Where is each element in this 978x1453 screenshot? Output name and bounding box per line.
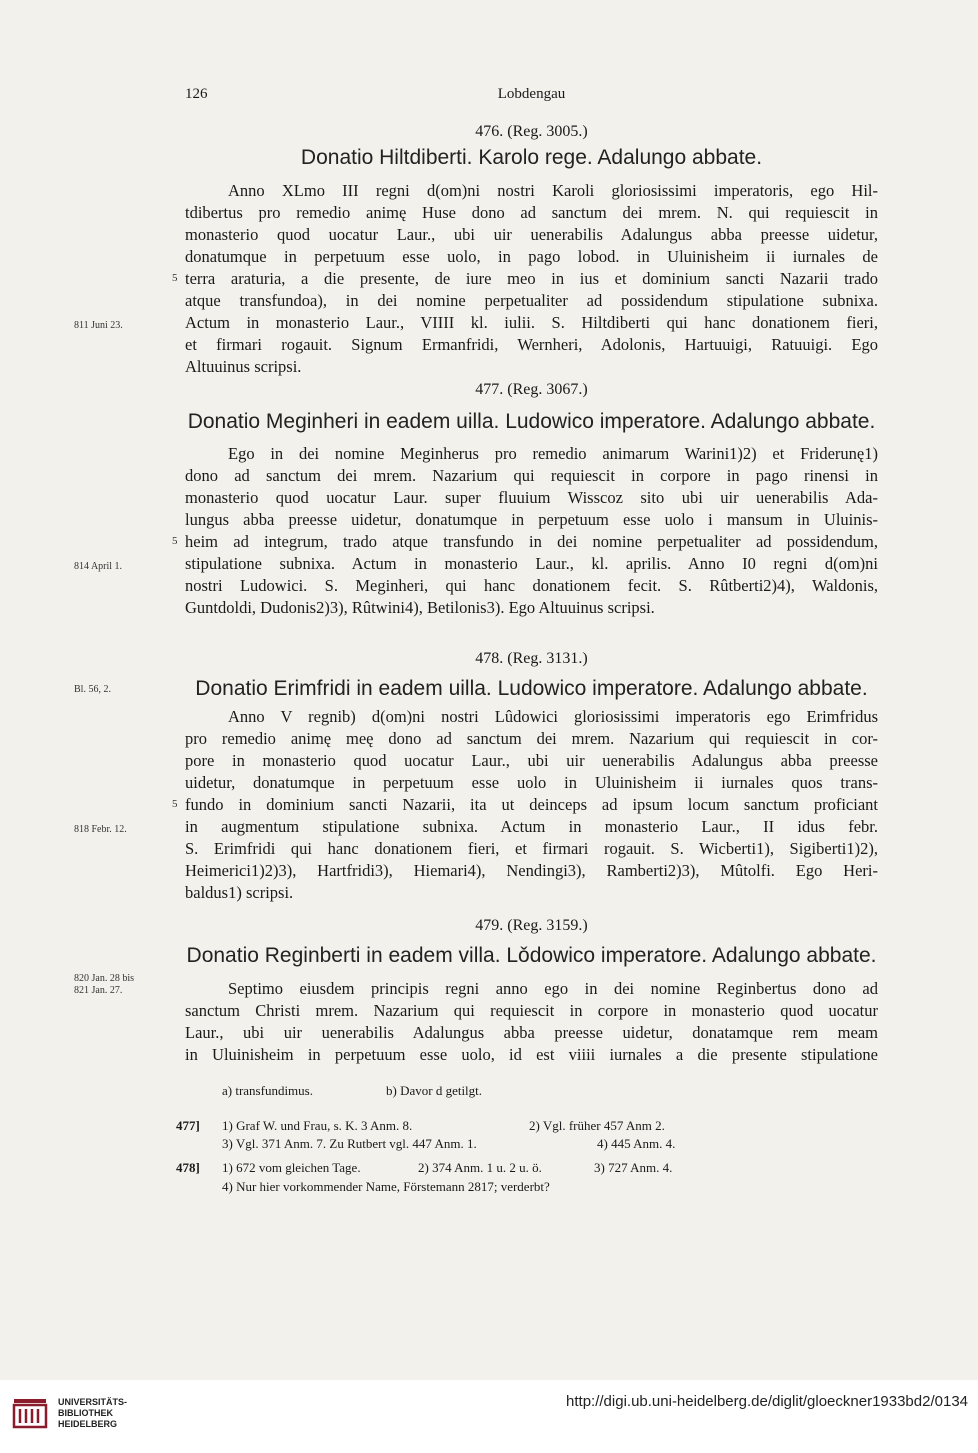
footnote-a: a) transfundimus.: [222, 1083, 313, 1098]
charter-title-477: Donatio Meginheri in eadem uilla. Ludowico imperatore. Adalungo abbate.: [187, 410, 876, 433]
footnote-group-label: 478]: [176, 1160, 200, 1175]
text-line: monasterio quod uocatur Laur., ubi uir uenerabilis Adalungus abba preesse uidetur,: [185, 225, 878, 244]
text-line: Altuuinus scripsi.: [185, 357, 302, 376]
text-line: pro remedio animę meę dono ad sanctum dei mrem. Nazarium qui requiescit in cor-: [185, 729, 878, 748]
text-line: lungus abba preesse uidetur, donatumque in perpetuum esse uolo i mansum in Uluinis-: [185, 510, 878, 529]
reg-number-476: 476. (Reg. 3005.): [475, 123, 588, 140]
text-line: monasterio quod uocatur Laur. super fluuium Wisscoz sito ubi uir uenerabilis Ada-: [185, 488, 878, 507]
date-margin-note: 820 Jan. 28 bis: [74, 973, 134, 984]
text-line: Laur., ubi uir uenerabilis Adalungus abba preesse uidetur, donatamque rem meam: [185, 1023, 878, 1042]
text-line: nostri Ludowici. S. Meginheri, qui hanc donationem fecit. S. Rûtberti2)4), Waldonis,: [185, 576, 878, 595]
footnote: 1) 672 vom gleichen Tage.: [222, 1160, 361, 1175]
footnote: 3) Vgl. 371 Anm. 7. Zu Rutbert vgl. 447 Anm. 1.: [222, 1136, 477, 1151]
charter-title-479: Donatio Reginberti in eadem villa. Lǒdowico imperatore. Adalungo abbate.: [186, 944, 877, 967]
reg-number-478: 478. (Reg. 3131.): [475, 650, 588, 667]
text-line: Anno XLmo III regni d(om)ni nostri Karoli gloriosissimi imperatoris, ego Hil-: [228, 181, 878, 200]
reg-number-477: 477. (Reg. 3067.): [475, 381, 588, 398]
text-line: fundo in dominium sancti Nazarii, ita ut deinceps ad ipsum locum sanctum proficiant: [185, 795, 878, 814]
page-number: 126: [185, 86, 208, 102]
date-margin-note: 818 Febr. 12.: [74, 824, 127, 835]
text-line: uidetur, donatumque in perpetuum esse uolo in Uluinisheim ii iurnales quos trans-: [185, 773, 878, 792]
ref-margin-note: Bl. 56, 2.: [74, 684, 111, 695]
footnote: 2) 374 Anm. 1 u. 2 u. ö.: [418, 1160, 542, 1175]
text-line: Actum in monasterio Laur., VIIII kl. iulii. S. Hiltdiberti qui hanc donationem fieri,: [185, 313, 878, 332]
date-margin-note: 814 April 1.: [74, 561, 123, 572]
library-footer: [0, 1380, 978, 1453]
footnote: 2) Vgl. früher 457 Anm 2.: [529, 1118, 665, 1133]
text-line: terra araturia, a die presente, de iure meo in ius et dominium sancti Nazarii trado: [185, 269, 878, 288]
running-title: Lobdengau: [497, 86, 566, 102]
footnote: 1) Graf W. und Frau, s. K. 3 Anm. 8.: [222, 1118, 413, 1133]
text-line: Ego in dei nomine Meginherus pro remedio animarum Warini1)2) et Friderunę1): [228, 444, 878, 463]
charter-title-478: Donatio Erimfridi in eadem uilla. Ludowico imperatore. Adalungo abbate.: [195, 677, 868, 700]
source-url-link[interactable]: http://digi.ub.uni-heidelberg.de/diglit/gloeckner1933bd2/0134: [566, 1393, 968, 1410]
line-marker: 5: [172, 535, 178, 547]
text-line: dono ad sanctum dei mrem. Nazarium qui requiescit in corpore in pago rinensi in: [185, 466, 878, 485]
text-line: S. Erimfridi qui hanc donationem fieri, et firmari rogauit. S. Wicberti1), Sigiberti1)2),: [185, 839, 878, 858]
reg-number-479: 479. (Reg. 3159.): [475, 917, 588, 934]
text-line: pore in monasterio quod uocatur Laur., ubi uir uenerabilis Adalungus abba preesse: [185, 751, 878, 770]
footnote: 3) 727 Anm. 4.: [594, 1160, 673, 1175]
library-logo-icon: [10, 1391, 50, 1431]
footnote: 4) 445 Anm. 4.: [597, 1136, 676, 1151]
text-line: baldus1) scripsi.: [185, 883, 294, 902]
line-marker: 5: [172, 272, 178, 284]
date-margin-note: 821 Jan. 27.: [74, 985, 123, 996]
text-line: sanctum Christi mrem. Nazarium qui requiescit in corpore in monasterio quod uocatur: [185, 1001, 878, 1020]
text-line: atque transfundoa), in dei nomine perpetualiter ad possidendum stipulatione subnixa.: [185, 291, 878, 310]
text-line: in Uluinisheim in perpetuum esse uolo, id est viiii iurnales a die presente stipulatione: [185, 1045, 878, 1064]
text-line: donatumque in perpetuum esse uolo, in pago lobod. in Uluinisheim ii iurnales de: [185, 247, 878, 266]
text-line: heim ad integrum, trado atque transfundo in dei nomine perpetualiter ad possidendum,: [185, 532, 878, 551]
text-line: et firmari rogauit. Signum Ermanfridi, Wernheri, Adolonis, Hartuuigi, Ratuuigi. Ego: [185, 335, 878, 354]
text-line: stipulatione subnixa. Actum in monasterio Laur., kl. aprilis. Anno I0 regni d(om)ni: [185, 554, 878, 573]
line-marker: 5: [172, 798, 178, 810]
text-line: Anno V regnib) d(om)ni nostri Lûdowici gloriosissimi imperatoris ego Erimfridus: [228, 707, 878, 726]
footnote: 4) Nur hier vorkommender Name, Förstemann 2817; verderbt?: [222, 1179, 550, 1194]
text-line: Septimo eiusdem principis regni anno ego in dei nomine Reginbertus dono ad: [228, 979, 878, 998]
text-line: in augmentum stipulatione subnixa. Actum in monasterio Laur., II idus febr.: [185, 817, 878, 836]
footnote-group-label: 477]: [176, 1118, 200, 1133]
library-name: UNIVERSITÄTS- BIBLIOTHEK HEIDELBERG: [58, 1397, 128, 1429]
charter-title-476: Donatio Hiltdiberti. Karolo rege. Adalungo abbate.: [300, 146, 763, 169]
text-line: tdibertus pro remedio animę Huse dono ad sanctum dei mrem. N. qui requiescit in: [185, 203, 878, 222]
footnote-b: b) Davor d getilgt.: [386, 1083, 483, 1098]
date-margin-note: 811 Juni 23.: [74, 320, 123, 331]
text-line: Heimerici1)2)3), Hartfridi3), Hiemari4), Nendingi3), Ramberti2)3), Mûtolfi. Ego Heri-: [185, 861, 878, 880]
text-line: Guntdoldi, Dudonis2)3), Rûtwini4), Betilonis3). Ego Altuuinus scripsi.: [185, 598, 655, 617]
